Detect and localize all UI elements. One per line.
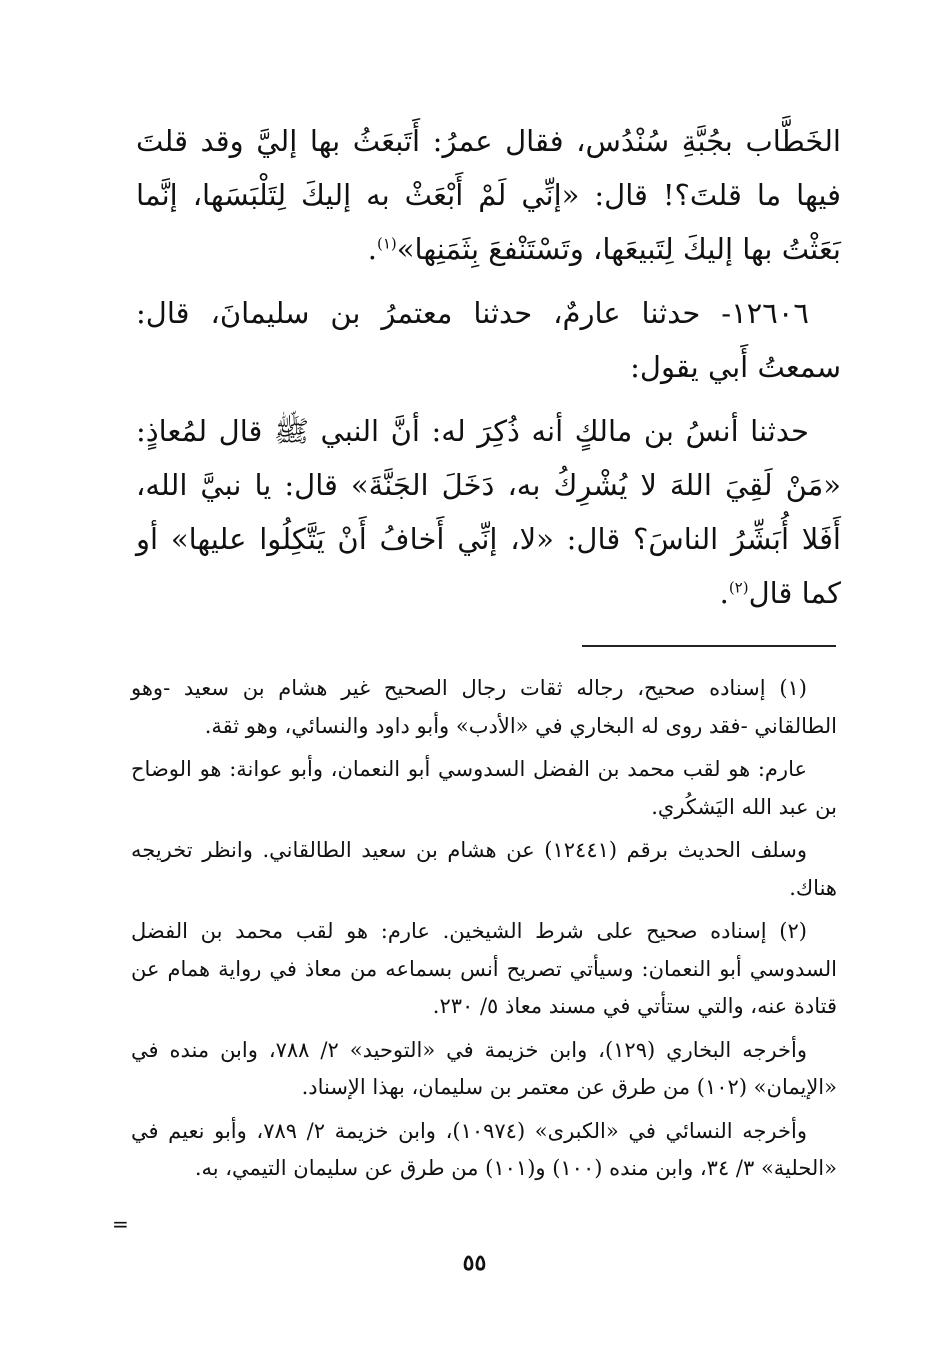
- footnote-1: (١) إسناده صحيح، رجاله ثقات رجال الصحيح غير هشام بن سعيد -وهو الطالقاني -فقد روى له البخاري في «الأدب» وأبو داود والنسائي، وهو ثقة.: [131, 676, 837, 738]
- footnote-1-narrator: عارم: هو لقب محمد بن الفضل السدوسي أبو النعمان، وأبو عوانة: هو الوضاح بن عبد الله اليَشكُري.: [131, 757, 837, 819]
- paragraph-text: حدثنا أنسُ بن مالكٍ أنه ذُكِرَ له: أنَّ النبي ﷺ قال لمُعاذٍ: «مَنْ لَقِيَ اللهَ لا يُشْرِكُ به، دَخَلَ الجَنَّةَ» قال: يا نبيَّ الله، أَفَلا أُبَشِّرُ الناسَ؟ قال: «لا، إنِّي أَخافُ أَنْ يَتَّكِلُوا عليها» أو كما قال: [136, 414, 841, 610]
- continuation-mark: =: [112, 1212, 129, 1236]
- footnote-separator: [582, 645, 836, 647]
- page-number: ٥٥: [462, 1250, 487, 1276]
- footnotes: [131, 670, 837, 1194]
- paragraph-hadith-text: [136, 404, 841, 620]
- paragraph-hadith-12606: ١٢٦٠٦- حدثنا عارمٌ، حدثنا معتمرُ بن سليمانَ، قال: سمعتُ أَبي يقول:: [136, 296, 841, 384]
- punctuation: .: [719, 576, 729, 610]
- footnote-1-reference: وسلف الحديث برقم (١٢٤٤١) عن هشام بن سعيد الطالقاني. وانظر تخريجه هناك.: [131, 838, 837, 900]
- main-text: [136, 114, 841, 620]
- footnote-ref: (٢): [728, 578, 749, 597]
- paragraph-text: الخَطَّاب بجُبَّةِ سُنْدُس، فقال عمرُ: أَتَبعَثُ بها إليَّ وقد قلتَ فيها ما قلتَ؟! قال: «إنِّي لَمْ أَبْعَثْ به إليكَ لِتَلْبَسَها، إنَّما بَعَثْتُ بها إليكَ لِتَبيعَها، وتَسْتَنْفعَ بِثَمَنِها»: [136, 124, 841, 266]
- punctuation: .: [367, 232, 377, 266]
- paragraph-hadith-continuation: [136, 114, 841, 276]
- footnote-ref: (١): [377, 234, 397, 253]
- footnote-2: (٢) إسناده صحيح على شرط الشيخين. عارم: هو لقب محمد بن الفضل السدوسي أبو النعمان: وسيأتي تصريح أنس بسماعه من معاذ في رواية همام عن قتادة عنه، والتي ستأتي في مسند معاذ ٥/ ٢٣٠.: [131, 919, 837, 1018]
- footnote-2-nasai: وأخرجه النسائي في «الكبرى» (١٠٩٧٤)، وابن خزيمة ٢/ ٧٨٩، وأبو نعيم في «الحلية» ٣/ ٣٤، وابن منده (١٠٠) و(١٠١) من طرق عن سليمان التيمي، به.: [131, 1118, 837, 1180]
- footnote-2-bukhari: وأخرجه البخاري (١٢٩)، وابن خزيمة في «التوحيد» ٢/ ٧٨٨، وابن منده في «الإيمان» (١٠٢) من طرق عن معتمر بن سليمان، بهذا الإسناد.: [131, 1037, 837, 1099]
